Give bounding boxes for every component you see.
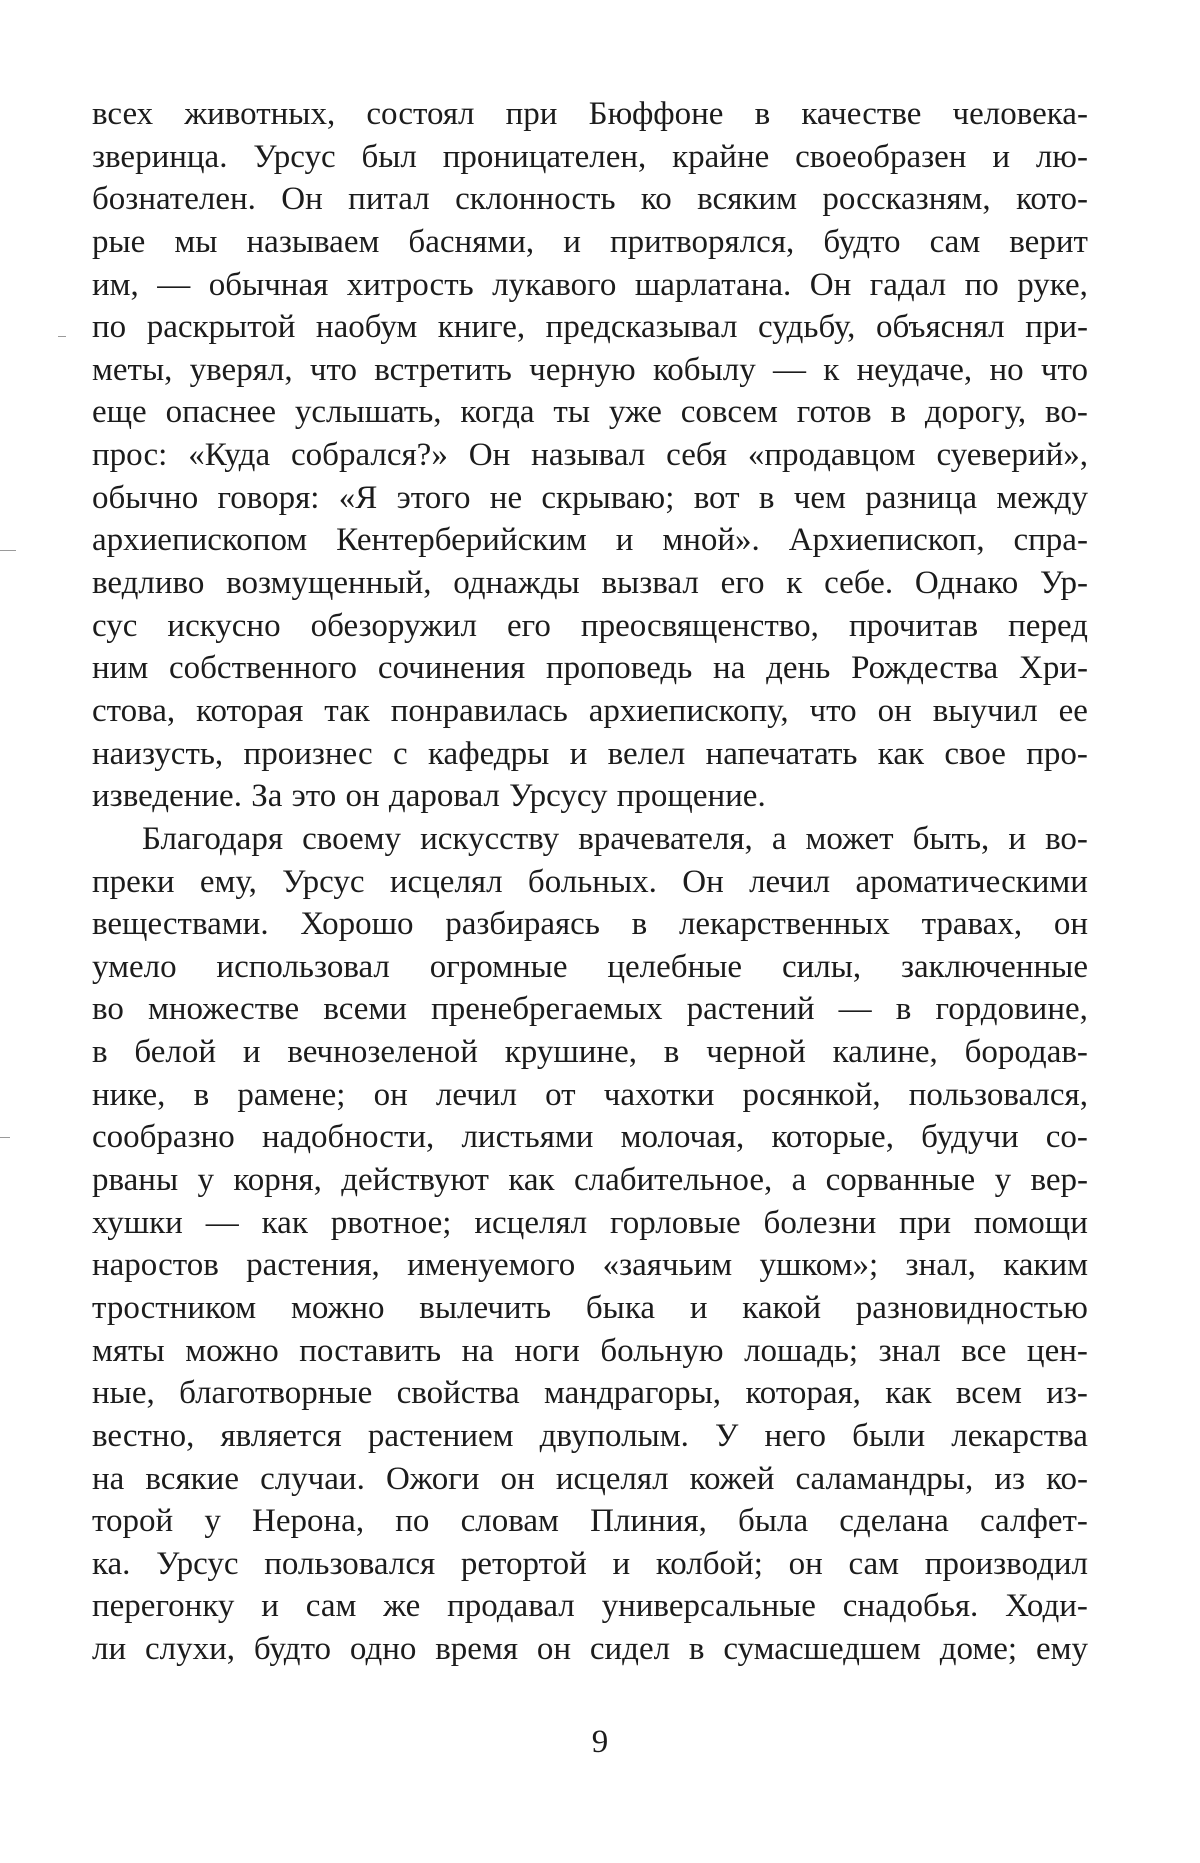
text-line: перегонку и сам же продавал универсальные снадобья. Ходи- <box>92 1588 1088 1625</box>
text-line: веществами. Хорошо разбираясь в лекарственных травах, он <box>92 906 1088 943</box>
paragraph <box>92 818 1088 1671</box>
text-line: меты, уверял, что встретить черную кобылу — к неудаче, но что <box>92 351 1088 388</box>
text-line: нике, в рамене; он лечил от чахотки росянкой, пользовался, <box>92 1076 1088 1113</box>
text-line: архиепископом Кентерберийским и мной». Архиепископ, спра- <box>92 522 1088 559</box>
text-line: во множестве всеми пренебрегаемых растений — в гордовине, <box>92 991 1088 1028</box>
text-line: наростов растения, именуемого «заячьим ушком»; знал, каким <box>92 1247 1088 1284</box>
text-line: бознателен. Он питал склонность ко всяким россказням, кото- <box>92 181 1088 218</box>
text-line: ка. Урсус пользовался ретортой и колбой; он сам производил <box>92 1545 1088 1582</box>
page-number: 9 <box>591 1724 609 1760</box>
text-line: вестно, является растением двуполым. У него были лекарства <box>92 1417 1088 1454</box>
text-line: мяты можно поставить на ноги больную лошадь; знал все цен- <box>92 1332 1088 1369</box>
margin-mark-2 <box>0 550 16 551</box>
text-line: ним собственного сочинения проповедь на день Рождества Хри- <box>92 650 1088 687</box>
text-line: еще опаснее услышать, когда ты уже совсем готов в дорогу, во- <box>92 394 1088 431</box>
text-line: ли слухи, будто одно время он сидел в сумасшедшем доме; ему <box>92 1631 1088 1668</box>
text-line: хушки — как рвотное; исцелял горловые болезни при помощи <box>92 1204 1088 1241</box>
text-line: стова, которая так понравилась архиепископу, что он выучил ее <box>92 692 1088 729</box>
margin-mark-1 <box>58 336 66 337</box>
text-line: рые мы называем баснями, и притворялся, будто сам верит <box>92 223 1088 260</box>
text-line: зверинца. Урсус был проницателен, крайне своеобразен и лю- <box>92 138 1088 175</box>
text-line: ведливо возмущенный, однажды вызвал его к себе. Однако Ур- <box>92 565 1088 602</box>
text-line: рваны у корня, действуют как слабительное, а сорванные у вер- <box>92 1162 1088 1199</box>
body-text <box>92 93 1088 1671</box>
text-line: преки ему, Урсус исцелял больных. Он лечил ароматическими <box>92 863 1088 900</box>
text-line: им, — обычная хитрость лукавого шарлатана. Он гадал по руке, <box>92 266 1088 303</box>
text-line: ные, благотворные свойства мандрагоры, которая, как всем из- <box>92 1375 1088 1412</box>
text-line: на всякие случаи. Ожоги он исцелял кожей саламандры, из ко- <box>92 1460 1088 1497</box>
text-line: умело использовал огромные целебные силы, заключенные <box>92 948 1088 985</box>
text-line: торой у Нерона, по словам Плиния, была сделана салфет- <box>92 1503 1088 1540</box>
text-line: наизусть, произнес с кафедры и велел напечатать как свое про- <box>92 735 1088 772</box>
text-line: обычно говоря: «Я этого не скрываю; вот в чем разница между <box>92 479 1088 516</box>
text-line: в белой и вечнозеленой крушине, в черной калине, бородав- <box>92 1034 1088 1071</box>
text-line: всех животных, состоял при Бюффоне в качестве человека- <box>92 96 1088 132</box>
text-line: прос: «Куда собрался?» Он называл себя «продавцом суеверий», <box>92 437 1088 474</box>
text-line: сус искусно обезоружил его преосвященство, прочитав перед <box>92 607 1088 644</box>
text-line: тростником можно вылечить быка и какой разновидностью <box>92 1289 1088 1326</box>
text-line: Благодаря своему искусству врачевателя, а может быть, и во- <box>142 820 1088 857</box>
paragraph <box>92 93 1088 818</box>
text-line: сообразно надобности, листьями молочая, которые, будучи со- <box>92 1119 1088 1156</box>
text-line: по раскрытой наобум книге, предсказывал судьбу, объяснял при- <box>92 309 1088 346</box>
text-line: изведение. За это он даровал Урсусу прощение. <box>92 778 766 815</box>
margin-mark-3 <box>0 1137 10 1138</box>
